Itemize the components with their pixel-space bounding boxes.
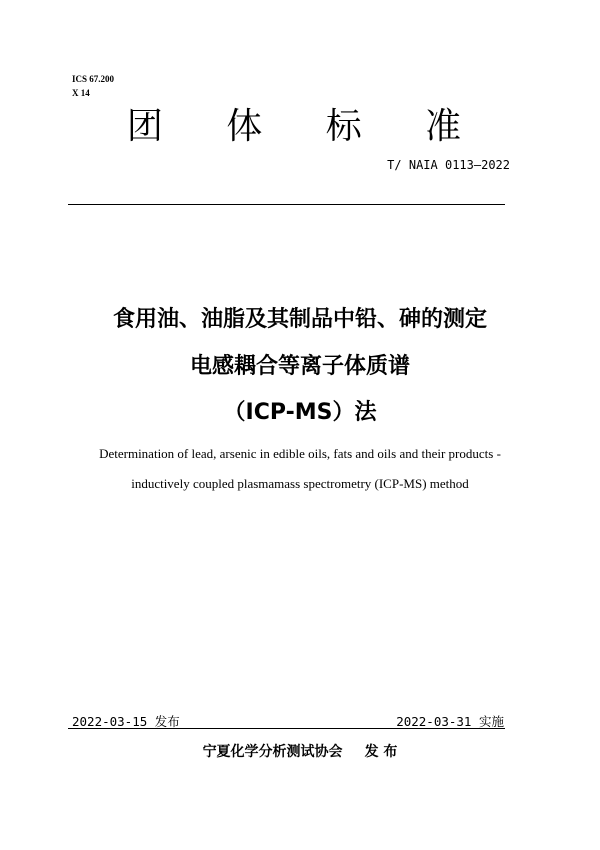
standard-type-heading: 团 体 标 准 xyxy=(126,106,488,147)
ccs-code: X 14 xyxy=(72,88,90,98)
publisher-line xyxy=(0,741,600,761)
title-zh-line-3: （ICP-MS）法 xyxy=(223,400,377,425)
classification-codes xyxy=(72,72,114,100)
ics-code: ICS 67.200 xyxy=(72,74,115,84)
issue-date: 2022-03-15 发布 xyxy=(72,714,180,729)
bottom-divider xyxy=(68,728,505,729)
title-zh-line-1: 食用油、油脂及其制品中铅、砷的测定 xyxy=(112,307,487,332)
title-zh-line-2: 电感耦合等离子体质谱 xyxy=(189,354,410,379)
publisher-org: 宁夏化学分析测试协会 xyxy=(202,744,343,760)
title-en-line-2: inductively coupled plasmamass spectrometry (ICP-MS) method xyxy=(131,476,469,491)
top-divider xyxy=(68,204,505,205)
publisher-action: 发 布 xyxy=(364,744,398,760)
standard-number: T/ NAIA 0113—2022 xyxy=(387,158,510,172)
title-en-line-1: Determination of lead, arsenic in edible oils, fats and oils and their products - xyxy=(99,446,501,461)
implementation-date: 2022-03-31 实施 xyxy=(396,714,504,729)
